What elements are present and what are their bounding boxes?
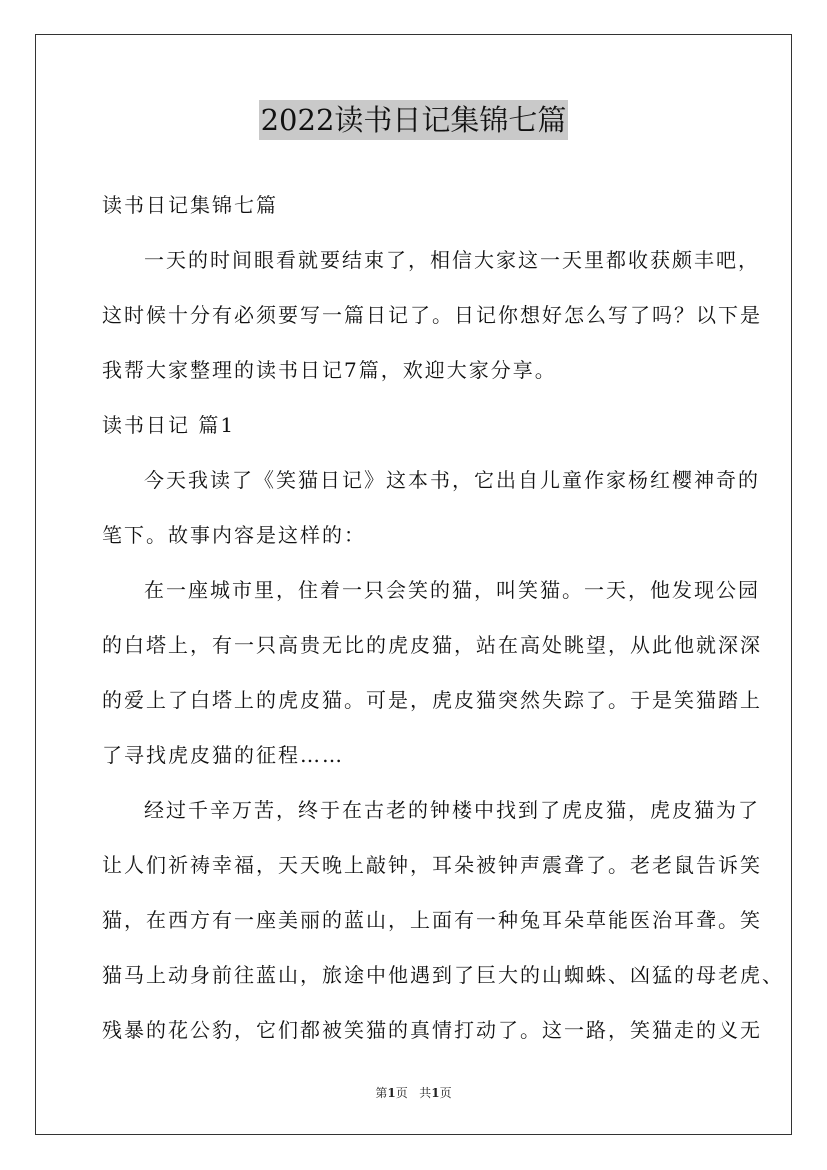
paragraph-line: 了寻找虎皮猫的征程…… — [102, 743, 344, 767]
paragraph-line: 一天的时间眼看就要结束了，相信大家这一天里都收获颇丰吧， — [144, 248, 760, 272]
page-footer — [0, 1084, 827, 1101]
paragraph-line: 猫，在西方有一座美丽的蓝山，上面有一种兔耳朵草能医治耳聋。笑 — [102, 908, 762, 932]
paragraph-line: 这时候十分有必须要写一篇日记了。日记你想好怎么写了吗？以下是 — [102, 303, 762, 327]
paragraph-line: 我帮大家整理的读书日记7篇，欢迎大家分享。 — [102, 358, 557, 382]
paragraph-line: 让人们祈祷幸福，天天晚上敲钟，耳朵被钟声震聋了。老老鼠告诉笑 — [102, 853, 762, 877]
title-container — [0, 100, 827, 140]
total-label-suffix: 页 — [439, 1086, 452, 1100]
paragraph-line: 猫马上动身前往蓝山，旅途中他遇到了巨大的山蜘蛛、凶猛的母老虎、 — [102, 963, 784, 987]
page-label-suffix: 页 — [395, 1086, 408, 1100]
paragraph-line: 在一座城市里，住着一只会笑的猫，叫笑猫。一天，他发现公园 — [144, 578, 760, 602]
paragraph-line: 经过千辛万苦，终于在古老的钟楼中找到了虎皮猫，虎皮猫为了 — [144, 798, 760, 822]
total-pages: 1 — [431, 1086, 440, 1100]
total-label-prefix: 共 — [419, 1086, 432, 1100]
section-heading: 读书日记 篇1 — [102, 413, 236, 437]
page-label-prefix: 第 — [375, 1086, 388, 1100]
paragraph-line: 残暴的花公豹，它们都被笑猫的真情打动了。这一路，笑猫走的义无 — [102, 1018, 762, 1042]
document-body — [102, 178, 784, 1058]
document-title: 2022读书日记集锦七篇 — [259, 100, 569, 140]
paragraph-line: 笔下。故事内容是这样的： — [102, 523, 366, 547]
page-number: 1 — [387, 1086, 396, 1100]
paragraph-line: 的白塔上，有一只高贵无比的虎皮猫，站在高处眺望，从此他就深深 — [102, 633, 762, 657]
paragraph-line: 读书日记集锦七篇 — [102, 193, 278, 217]
paragraph-line: 的爱上了白塔上的虎皮猫。可是，虎皮猫突然失踪了。于是笑猫踏上 — [102, 688, 762, 712]
paragraph-line: 今天我读了《笑猫日记》这本书，它出自儿童作家杨红樱神奇的 — [144, 468, 760, 492]
